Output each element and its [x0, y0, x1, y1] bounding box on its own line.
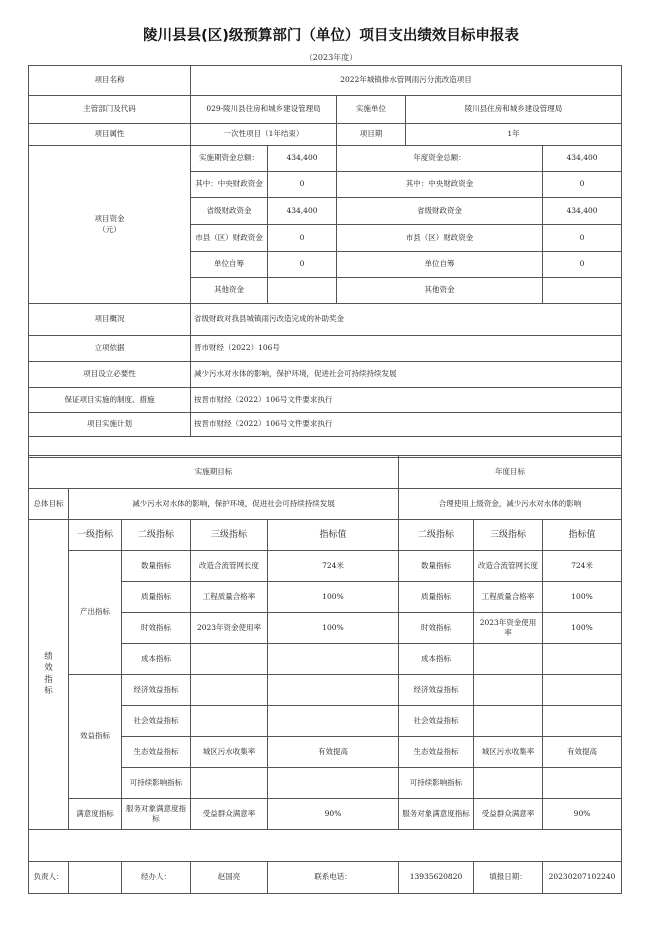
- indicator-value-annual: 100%: [543, 582, 622, 613]
- indicator-l2-annual: 质量指标: [399, 582, 474, 613]
- indicator-value: 有效提高: [268, 737, 399, 768]
- funds-label-text: 项目资金 （元）: [94, 214, 125, 234]
- funds-row-value: 434,400: [268, 198, 337, 225]
- measures-label: 保证项目实施的制度、措施: [29, 388, 191, 413]
- indicator-l3: [191, 768, 268, 799]
- indicator-l2-annual: 可持续影响指标: [399, 768, 474, 799]
- report-year: （2023年度）: [304, 53, 358, 62]
- col-level2: 二级指标: [122, 520, 191, 551]
- col-level3-annual: 三级指标: [474, 520, 543, 551]
- funds-row-value: 434,400: [268, 146, 337, 172]
- indicator-l2-annual: 经济效益指标: [399, 675, 474, 706]
- indicator-l3-annual: 改造合流管网长度: [474, 551, 543, 582]
- indicator-l2-annual: 数量指标: [399, 551, 474, 582]
- funds-row-value-annual: 0: [543, 252, 622, 278]
- period-label: 项目期: [337, 124, 406, 146]
- attr-value: 一次性项目（1年结束）: [191, 124, 337, 146]
- indicator-value: 100%: [268, 582, 399, 613]
- indicator-l2: 质量指标: [122, 582, 191, 613]
- indicator-l3-annual: [474, 768, 543, 799]
- funds-row-label-annual: 省级财政资金: [337, 198, 543, 225]
- project-info-table: [28, 65, 622, 458]
- indicator-l3-annual: [474, 644, 543, 675]
- indicator-l3: 工程质量合格率: [191, 582, 268, 613]
- plan-label: 项目实施计划: [29, 413, 191, 437]
- basis-label: 立项依据: [29, 336, 191, 362]
- indicator-l2-annual: 成本指标: [399, 644, 474, 675]
- indicator-value: [268, 706, 399, 737]
- overview-label: 项目概况: [29, 304, 191, 336]
- indicator-l3-annual: [474, 675, 543, 706]
- date-label: 填报日期：: [474, 862, 543, 894]
- indicator-l2-annual: 社会效益指标: [399, 706, 474, 737]
- indicator-l2: 服务对象满意度指标: [122, 799, 191, 830]
- attr-label: 项目属性: [29, 124, 191, 146]
- performance-indicators-text: 绩 效 指 标: [44, 651, 53, 696]
- indicator-value: 90%: [268, 799, 399, 830]
- funds-row-label: 市县（区）财政资金: [191, 225, 268, 252]
- date-value: 20230207102240: [543, 862, 622, 894]
- indicator-l2: 成本指标: [122, 644, 191, 675]
- project-name-label: 项目名称: [29, 66, 191, 96]
- indicator-l2: 时效指标: [122, 613, 191, 644]
- blank-row: [29, 830, 622, 862]
- period-value: 1年: [406, 124, 622, 146]
- indicator-l2: 社会效益指标: [122, 706, 191, 737]
- overall-target-impl: 减少污水对水体的影响，保护环境，促进社会可持续持续发展: [69, 489, 399, 520]
- indicator-l3-annual: 受益群众满意率: [474, 799, 543, 830]
- indicator-l3-annual: 城区污水收集率: [474, 737, 543, 768]
- output-indicators-label: 产出指标: [69, 551, 122, 675]
- indicator-value: [268, 768, 399, 799]
- funds-row-value: [268, 278, 337, 304]
- indicator-value-annual: 100%: [543, 613, 622, 644]
- indicator-value: [268, 675, 399, 706]
- indicator-l2-annual: 服务对象满意度指标: [399, 799, 474, 830]
- overview-value: 省级财政对我县城镇雨污改造完成的补助奖金: [191, 304, 622, 336]
- indicator-l3-annual: 工程质量合格率: [474, 582, 543, 613]
- col-level2-annual: 二级指标: [399, 520, 474, 551]
- dept-value: 029-陵川县住房和城乡建设管理局: [191, 96, 337, 124]
- indicator-value-annual: 90%: [543, 799, 622, 830]
- performance-targets-table: [28, 455, 622, 894]
- indicator-l3: 城区污水收集率: [191, 737, 268, 768]
- phone-label: 联系电话：: [268, 862, 399, 894]
- overall-target-label: 总体目标: [29, 489, 69, 520]
- dept-label: 主管部门及代码: [29, 96, 191, 124]
- indicator-l3-annual: [474, 706, 543, 737]
- funds-row-value-annual: 0: [543, 172, 622, 198]
- unit-label: 实施单位: [337, 96, 406, 124]
- indicator-l3: 改造合流管网长度: [191, 551, 268, 582]
- phone-value: 13935620820: [399, 862, 474, 894]
- performance-indicators-label: [29, 520, 69, 830]
- handler-value: 赵国亮: [191, 862, 268, 894]
- indicator-value: 724米: [268, 551, 399, 582]
- handler-label: 经办人：: [122, 862, 191, 894]
- funds-row-value: 0: [268, 252, 337, 278]
- funds-row-value-annual: [543, 278, 622, 304]
- funds-row-label: 省级财政资金: [191, 198, 268, 225]
- funds-label: [29, 146, 191, 304]
- benefit-indicators-label: 效益指标: [69, 675, 122, 799]
- indicator-l3: [191, 644, 268, 675]
- impl-period-header: 实施期目标: [29, 456, 399, 489]
- funds-row-value-annual: 434,400: [543, 198, 622, 225]
- indicator-l3: [191, 675, 268, 706]
- indicator-l3: [191, 706, 268, 737]
- measures-value: 按晋市财经（2022）106号文件要求执行: [191, 388, 622, 413]
- funds-row-label: 其中：中央财政资金: [191, 172, 268, 198]
- indicator-l3-annual: 2023年资金使用率: [474, 613, 543, 644]
- page-title: 陵川县县(区)级预算部门（单位）项目支出绩效目标申报表: [143, 28, 519, 44]
- indicator-value: 100%: [268, 613, 399, 644]
- overall-target-annual: 合理使用上级资金，减少污水对水体的影响: [399, 489, 622, 520]
- col-value: 指标值: [268, 520, 399, 551]
- indicator-value-annual: [543, 675, 622, 706]
- leader-value: [69, 862, 122, 894]
- funds-row-label-annual: 单位自筹: [337, 252, 543, 278]
- indicator-value-annual: [543, 706, 622, 737]
- plan-value: 按晋市财经（2022）106号文件要求执行: [191, 413, 622, 437]
- necessity-value: 减少污水对水体的影响，保护环境，促进社会可持续持续发展: [191, 362, 622, 388]
- funds-row-label-annual: 市县（区）财政资金: [337, 225, 543, 252]
- col-level3: 三级指标: [191, 520, 268, 551]
- indicator-l2: 经济效益指标: [122, 675, 191, 706]
- indicator-value-annual: 724米: [543, 551, 622, 582]
- necessity-label: 项目设立必要性: [29, 362, 191, 388]
- indicator-l2-annual: 生态效益指标: [399, 737, 474, 768]
- basis-value: 晋市财经（2022）106号: [191, 336, 622, 362]
- funds-row-label-annual: 其他资金: [337, 278, 543, 304]
- indicator-value-annual: [543, 644, 622, 675]
- indicator-value: [268, 644, 399, 675]
- indicator-l3: 受益群众满意率: [191, 799, 268, 830]
- funds-row-value-annual: 434,400: [543, 146, 622, 172]
- unit-value: 陵川县住房和城乡建设管理局: [406, 96, 622, 124]
- funds-row-value: 0: [268, 172, 337, 198]
- funds-row-value-annual: 0: [543, 225, 622, 252]
- indicator-value-annual: 有效提高: [543, 737, 622, 768]
- indicator-value-annual: [543, 768, 622, 799]
- annual-header: 年度目标: [399, 456, 622, 489]
- col-level1: 一级指标: [69, 520, 122, 551]
- indicator-l3: 2023年资金使用率: [191, 613, 268, 644]
- col-value-annual: 指标值: [543, 520, 622, 551]
- funds-row-label-annual: 年度资金总额：: [337, 146, 543, 172]
- leader-label: 负责人：: [29, 862, 69, 894]
- indicator-l2: 生态效益指标: [122, 737, 191, 768]
- satisfaction-indicators-label: 满意度指标: [69, 799, 122, 830]
- indicator-l2-annual: 时效指标: [399, 613, 474, 644]
- funds-row-label-annual: 其中：中央财政资金: [337, 172, 543, 198]
- funds-row-label: 实施期资金总额：: [191, 146, 268, 172]
- funds-row-label: 单位自筹: [191, 252, 268, 278]
- project-name-value: 2022年城镇排水管网雨污分流改造项目: [191, 66, 622, 96]
- funds-row-label: 其他资金: [191, 278, 268, 304]
- indicator-l2: 可持续影响指标: [122, 768, 191, 799]
- indicator-l2: 数量指标: [122, 551, 191, 582]
- funds-row-value: 0: [268, 225, 337, 252]
